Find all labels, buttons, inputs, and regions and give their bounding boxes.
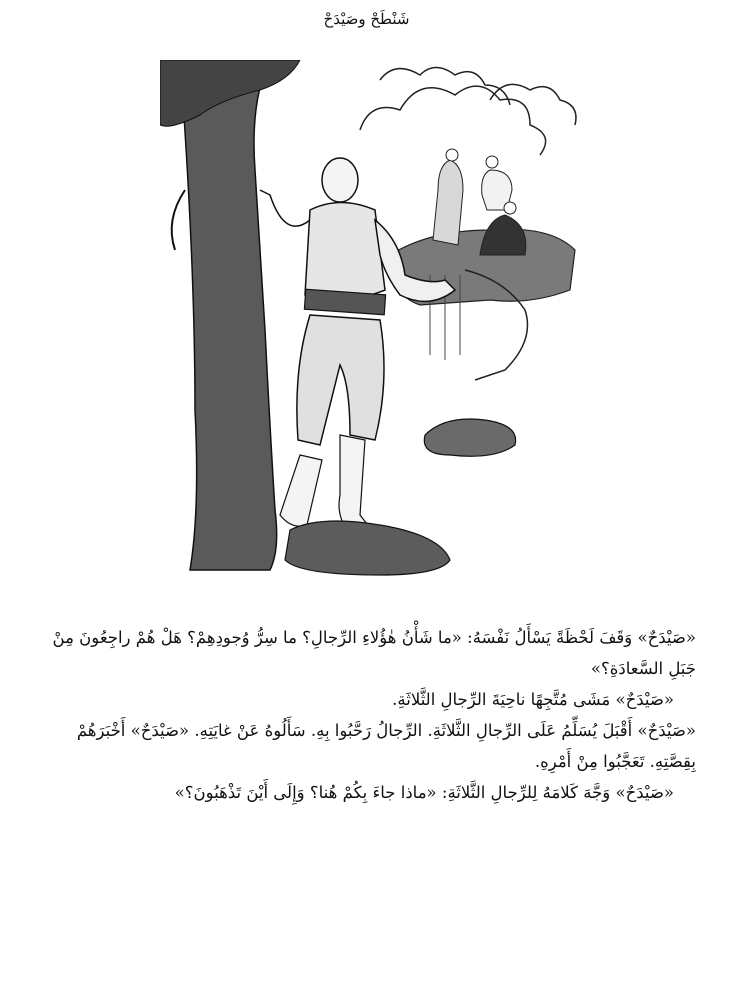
foreground-rock [285, 521, 450, 575]
foreground-rock [424, 419, 515, 456]
story-paragraph: «صَيْدَحٌ» وَجَّهَ كَلامَهُ لِلرِّجالِ الثَّلاثَةِ: «ماذا جاءَ بِكُمْ هُنا؟ وَإِلَى أَيْنَ تَذْهَبُونَ؟» [174, 783, 674, 802]
cloud-shape [360, 86, 546, 155]
tree-branch [172, 190, 185, 250]
story-illustration [160, 60, 590, 580]
story-paragraph: «صَيْدَحٌ» وَقَفَ لَحْظَةً يَسْأَلُ نَفْسَهُ: «ما شَأْنُ هٰؤُلاءِ الرِّجالِ؟ ما سِرُّ وُجودِهِمْ؟ هَلْ هُمْ راجِعُونَ مِنْ جَبَلِ السَّعادَةِ؟» [52, 628, 696, 678]
tree-trunk [180, 60, 277, 570]
boy-figure [260, 158, 455, 540]
story-paragraph: «صَيْدَحٌ» أَقْبَلَ يُسَلِّمُ عَلَى الرِّجالِ الثَّلاثَةِ. الرِّجالُ رَحَّبُوا بِهِ. سَأَلُوهُ عَنْ غايَتِهِ. «صَيْدَحٌ» أَخْبَرَهُمْ بِقِصَّتِهِ. تَعَجَّبُوا مِنْ أَمْرِهِ. [76, 721, 696, 771]
boy-by-tree-illustration [160, 60, 590, 580]
story-text [36, 622, 696, 808]
page-title: شَنْطَحْ وصَيْدَحْ [323, 10, 410, 28]
story-paragraph: «صَيْدَحٌ» مَشَى مُتَّجِهًا ناحِيَةَ الرِّجالِ الثَّلاثَةِ. [392, 690, 674, 709]
